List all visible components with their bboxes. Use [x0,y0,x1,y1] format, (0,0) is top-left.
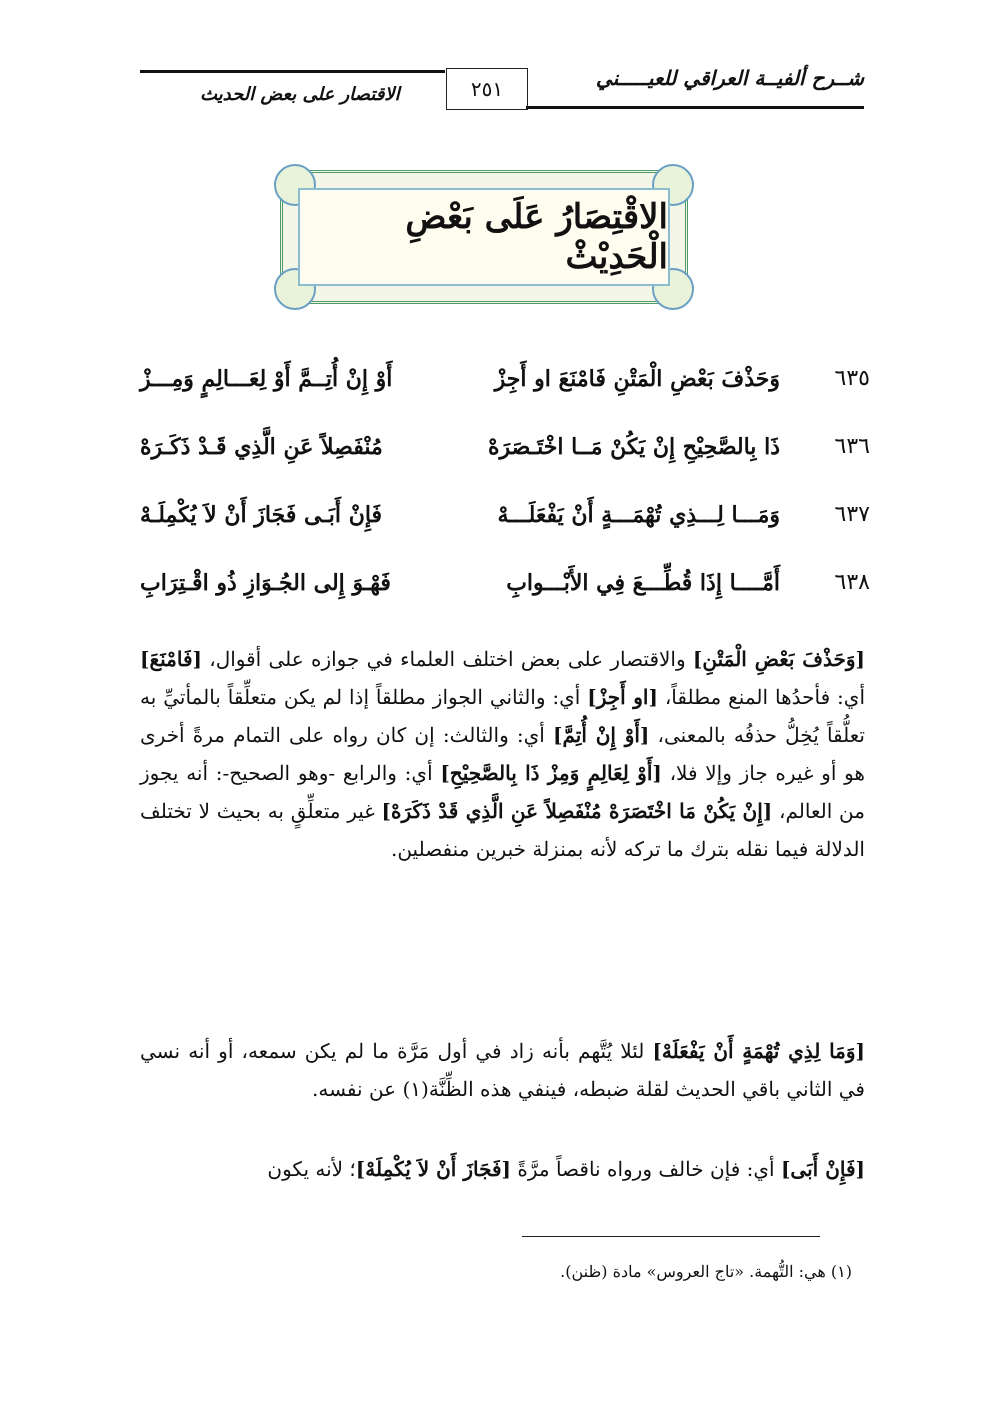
quoted-verse-fragment: [وَمَا لِذِي تُهْمَةٍ أَنْ يَفْعَلَهْ] [652,1039,865,1063]
commentary-paragraph-1 [140,640,865,868]
quoted-verse-fragment: [أَوْ لِعَالِمٍ وَمِزْ ذَا بِالصَّحِيْحِ] [440,761,662,785]
page-number: ٢٥١ [446,68,528,110]
verse-block [130,362,870,634]
chapter-title-frame [280,170,688,304]
verse-first-hemistich: أَمَّــــا إِذَا قُطِّـــعَ فِي الأَبْـــوابِ [506,570,780,596]
verse-first-hemistich: وَمَـــا لِـــذِي تُهْمَـــةٍ أَنْ يَفْعَلَـــهْ [497,502,780,528]
chapter-title-box [298,188,670,286]
page-header [140,62,864,118]
verse-second-hemistich: فَإِنْ أَبَـى فَجَازَ أَنْ لاَ يُكْمِلَـهْ [140,502,383,528]
verse-number: ٦٣٧ [834,502,870,527]
commentary-text: أي: والثالث: إن كان رواه على التمام مرةً أخرى هو أو غيره جاز وإلا فلا، [140,723,865,785]
commentary-text: أي: فإن خالف ورواه ناقصاً مرَّةً [511,1157,781,1181]
verse-line [130,362,870,430]
verse-second-hemistich: مُنْفَصِلاً عَنِ الَّذِي قَـدْ ذَكَـرَهْ [140,434,383,460]
commentary-paragraph-3 [140,1150,865,1188]
quoted-verse-fragment: [أَوْ إِنْ أُتِمَّ] [553,723,650,747]
verse-first-hemistich: وَحَذْفَ بَعْضِ الْمَتْنِ فَامْنَعَ او أَجِزْ [494,366,780,392]
footnote-separator [522,1236,820,1237]
verse-line [130,566,870,634]
header-rule-bottom [526,106,864,109]
footnote: (١) هي: التُّهمة. «تاج العروس» مادة (ظنن). [560,1262,852,1281]
verse-line [130,498,870,566]
quoted-verse-fragment: [فَإِنْ أَبَى] [780,1157,865,1181]
verse-number: ٦٣٦ [834,434,870,459]
quoted-verse-fragment: [فَجَازَ أَنْ لاَ يُكْمِلَهْ] [355,1157,512,1181]
section-title: الاقتصار على بعض الحديث [200,84,400,105]
book-title: شــرح ألفيــة العراقي للعيـــــني [595,66,864,90]
quoted-verse-fragment: [وَحَذْفَ بَعْضِ الْمَتْنِ] [692,647,865,671]
verse-first-hemistich: ذَا بِالصَّحِيْحِ إِنْ يَكُنْ مَــا اخْتَـصَرَهْ [487,434,780,460]
header-rule-top [140,70,445,73]
chapter-title: الاقْتِصَارُ عَلَى بَعْضِ الْحَدِيْثْ [405,197,668,277]
commentary-text: ؛ لأنه يكون [267,1157,356,1181]
quoted-verse-fragment: [فَامْنَعَ] [140,647,202,671]
commentary-text: أي: والثاني الجواز مطلقاً إذا لم يكن متعلِّقاً بالمأتيِّ به تعلُّقاً يُخِلُّ حذفُه بالمعنى، [140,685,865,747]
verse-second-hemistich: فَهْـوَ إِلى الجُـوَازِ ذُو اقْـتِرَابِ [140,570,391,596]
verse-number: ٦٣٥ [834,366,870,391]
quoted-verse-fragment: [او أَجِزْ] [587,685,658,709]
verse-second-hemistich: أَوْ إِنْ أُتِــمَّ أَوْ لِعَـــالِمٍ وَمِـــزْ [140,366,393,392]
commentary-text: لئلا يُتَّهم بأنه زاد في أول مَرَّة ما لم يكن سمعه، أو أنه نسي في الثاني باقي الحديث لقلة ضبطه، فينفي هذه الظِّنَّة(١) عن نفسه. [140,1039,865,1101]
commentary-text: أي: فأحدُها المنع مطلقاً، [657,685,865,709]
commentary-text: والاقتصار على بعض اختلف العلماء في جوازه على أقوال، [201,647,693,671]
commentary-text: أي: والرابع -وهو الصحيح-: أنه يجوز من العالم، [140,761,865,823]
commentary-paragraph-2 [140,1032,865,1108]
quoted-verse-fragment: [إِنْ يَكُنْ مَا اخْتَصَرَهْ مُنْفَصِلاً عَنِ الَّذِي قَدْ ذَكَرَهْ] [381,799,773,823]
verse-number: ٦٣٨ [834,570,870,595]
verse-line [130,430,870,498]
commentary-text: غير متعلِّقٍ به بحيث لا تختلف الدلالة فيما نقله بترك ما تركه لأنه بمنزلة خبرين منفصلين. [140,799,865,861]
